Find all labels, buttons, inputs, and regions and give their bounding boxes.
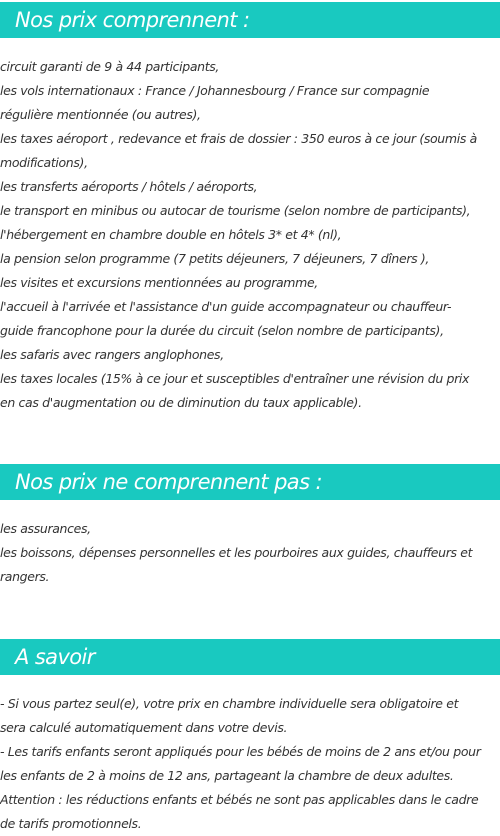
text-line: - Si vous partez seul(e), votre prix en chambre individuelle sera obligatoire et [0, 696, 459, 711]
section-body [0, 517, 500, 589]
text-line: les taxes locales (15% à ce jour et susceptibles d'entraîner une révision du prix [0, 371, 470, 386]
section-body [0, 692, 500, 836]
text-line: sera calculé automatiquement dans votre devis. [0, 720, 288, 735]
text-line: la pension selon programme (7 petits déjeuners, 7 déjeuners, 7 dîners ), [0, 251, 430, 266]
text-line: les taxes aéroport , redevance et frais de dossier : 350 euros à ce jour (soumis à [0, 131, 477, 146]
text-line: en cas d'augmentation ou de diminution du taux applicable). [0, 395, 362, 410]
section-prices-include [0, 2, 500, 415]
text-line: les visites et excursions mentionnées au programme, [0, 275, 318, 290]
section-title: A savoir [0, 639, 500, 675]
section-title: Nos prix comprennent : [0, 2, 500, 38]
text-line: de tarifs promotionnels. [0, 816, 142, 831]
text-line: modifications), [0, 155, 88, 170]
text-line: les assurances, [0, 521, 91, 536]
text-line: les vols internationaux : France / Johannesbourg / France sur compagnie [0, 83, 430, 98]
text-line: les safaris avec rangers anglophones, [0, 347, 224, 362]
text-line: les transferts aéroports / hôtels / aéroports, [0, 179, 258, 194]
text-line: rangers. [0, 569, 50, 584]
text-line: le transport en minibus ou autocar de tourisme (selon nombre de participants), [0, 203, 471, 218]
text-line: Attention : les réductions enfants et bébés ne sont pas applicables dans le cadre [0, 792, 479, 807]
text-line: - Les tarifs enfants seront appliqués pour les bébés de moins de 2 ans et/ou pour [0, 744, 481, 759]
text-line: régulière mentionnée (ou autres), [0, 107, 201, 122]
text-line: les enfants de 2 à moins de 12 ans, partageant la chambre de deux adultes. [0, 768, 454, 783]
text-line: guide francophone pour la durée du circuit (selon nombre de participants), [0, 323, 444, 338]
text-line: l'hébergement en chambre double en hôtels 3* et 4* (nl), [0, 227, 342, 242]
section-prices-exclude [0, 464, 500, 589]
section-good-to-know [0, 639, 500, 836]
text-line: l'accueil à l'arrivée et l'assistance d'un guide accompagnateur ou chauffeur- [0, 299, 452, 314]
section-title: Nos prix ne comprennent pas : [0, 464, 500, 500]
text-line: circuit garanti de 9 à 44 participants, [0, 59, 220, 74]
text-line: les boissons, dépenses personnelles et les pourboires aux guides, chauffeurs et [0, 545, 473, 560]
section-body [0, 55, 500, 415]
